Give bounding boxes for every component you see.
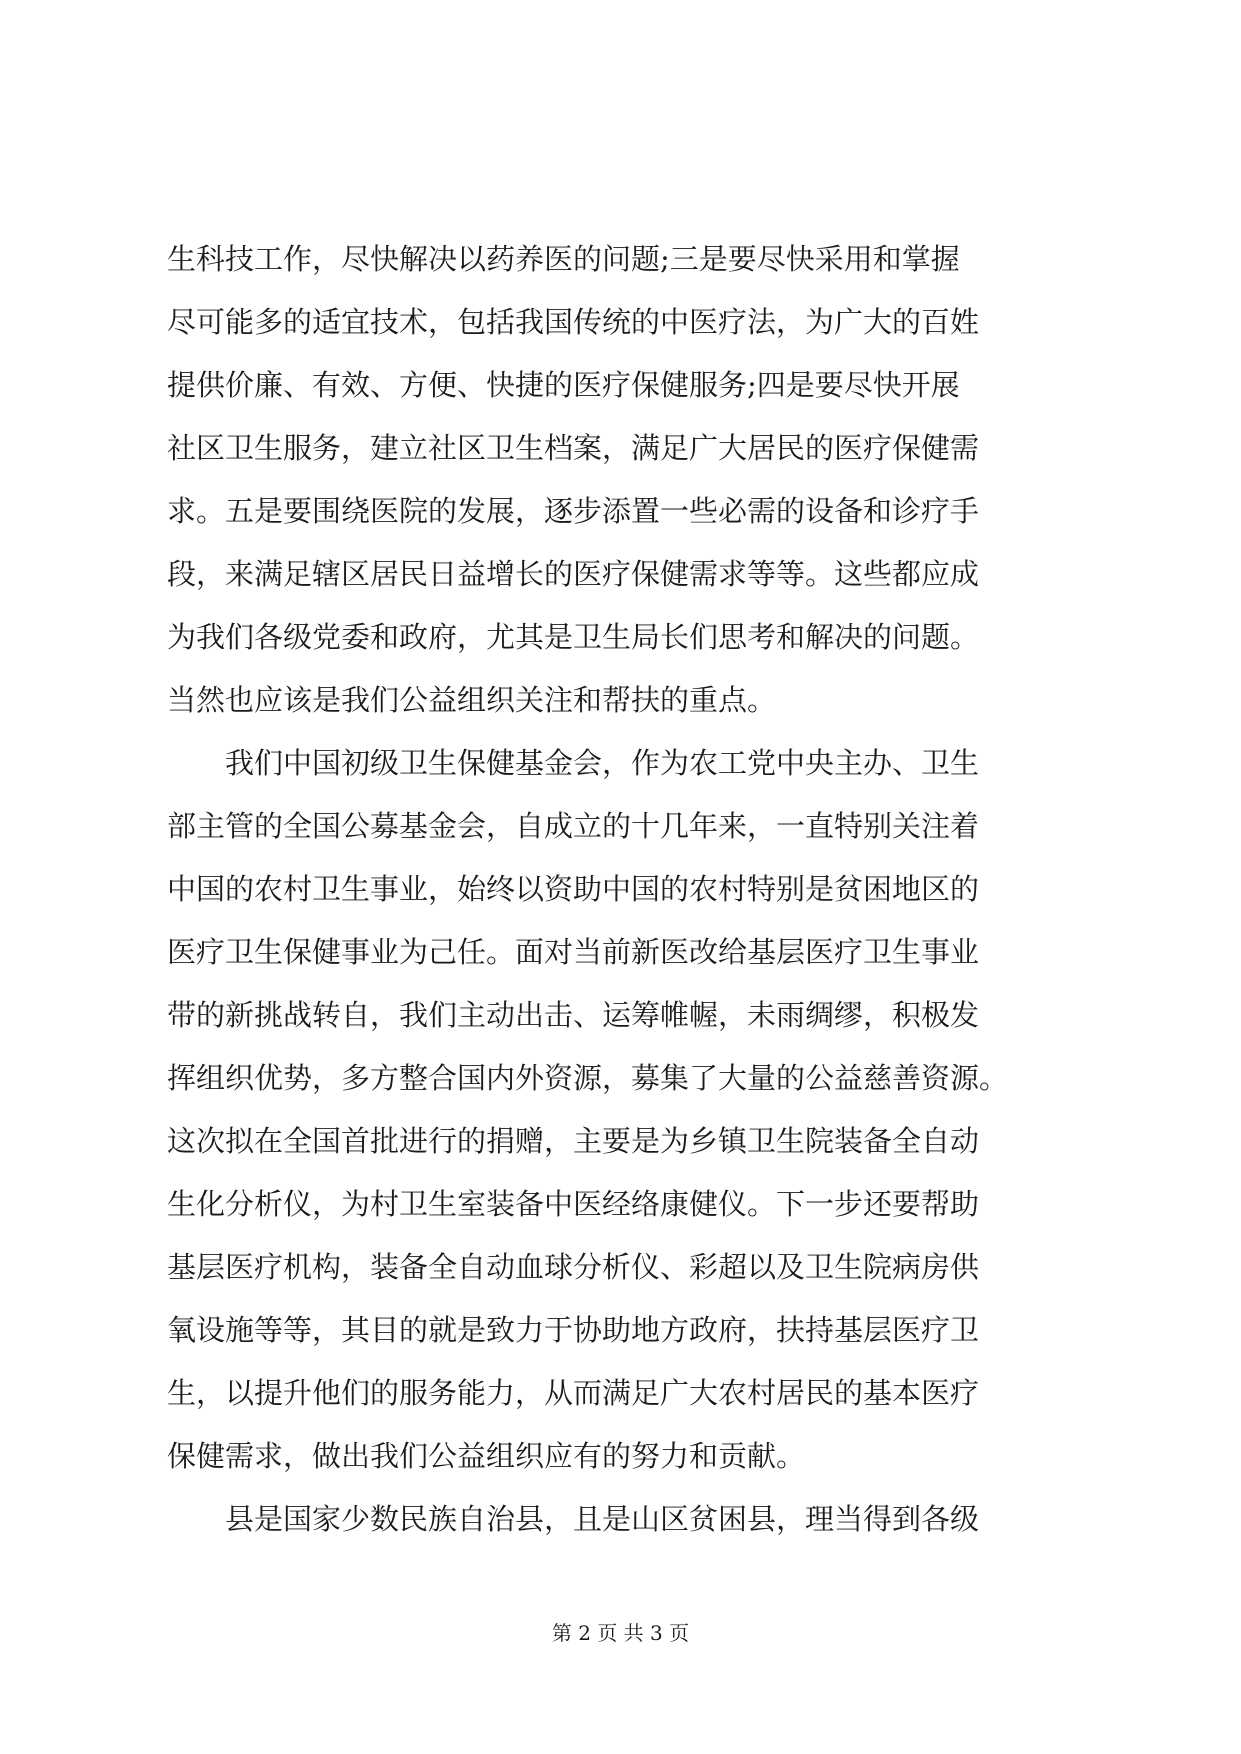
text-line: 挥组织优势，多方整合国内外资源，募集了大量的公益慈善资源。	[167, 1061, 1009, 1095]
text-line: 保健需求，做出我们公益组织应有的努力和贡献。	[167, 1439, 806, 1473]
text-line: 生化分析仪，为村卫生室装备中医经络康健仪。下一步还要帮助	[167, 1187, 980, 1221]
text-line: 中国的农村卫生事业，始终以资助中国的农村特别是贫困地区的	[167, 872, 980, 906]
paragraph-first-line: 我们中国初级卫生保健基金会，作为农工党中央主办、卫生	[225, 746, 980, 780]
text-line: 这次拟在全国首批进行的捐赠，主要是为乡镇卫生院装备全自动	[167, 1124, 980, 1158]
text-line: 基层医疗机构，装备全自动血球分析仪、彩超以及卫生院病房供	[167, 1250, 980, 1284]
paragraph-first-line: 县是国家少数民族自治县，且是山区贫困县，理当得到各级	[225, 1502, 980, 1536]
text-line: 段，来满足辖区居民日益增长的医疗保健需求等等。这些都应成	[167, 557, 980, 591]
page-footer	[0, 1618, 1241, 1648]
body-text	[167, 228, 1087, 1551]
text-line: 生，以提升他们的服务能力，从而满足广大农村居民的基本医疗	[167, 1376, 980, 1410]
text-line: 带的新挑战转自，我们主动出击、运筹帷幄，未雨绸缪，积极发	[167, 998, 980, 1032]
text-line: 尽可能多的适宜技术，包括我国传统的中医疗法，为广大的百姓	[167, 305, 980, 339]
page-number: 第 2 页 共 3 页	[551, 1621, 690, 1645]
text-line: 当然也应该是我们公益组织关注和帮扶的重点。	[167, 683, 777, 717]
text-line: 社区卫生服务，建立社区卫生档案，满足广大居民的医疗保健需	[167, 431, 980, 465]
text-line: 为我们各级党委和政府，尤其是卫生局长们思考和解决的问题。	[167, 620, 980, 654]
text-line: 部主管的全国公募基金会，自成立的十几年来，一直特别关注着	[167, 809, 980, 843]
text-line: 氧设施等等，其目的就是致力于协助地方政府，扶持基层医疗卫	[167, 1313, 980, 1347]
text-line: 提供价廉、有效、方便、快捷的医疗保健服务;四是要尽快开展	[167, 368, 960, 402]
text-line: 求。五是要围绕医院的发展，逐步添置一些必需的设备和诊疗手	[167, 494, 980, 528]
text-line: 生科技工作，尽快解决以药养医的问题;三是要尽快采用和掌握	[167, 242, 960, 276]
text-line: 医疗卫生保健事业为己任。面对当前新医改给基层医疗卫生事业	[167, 935, 980, 969]
